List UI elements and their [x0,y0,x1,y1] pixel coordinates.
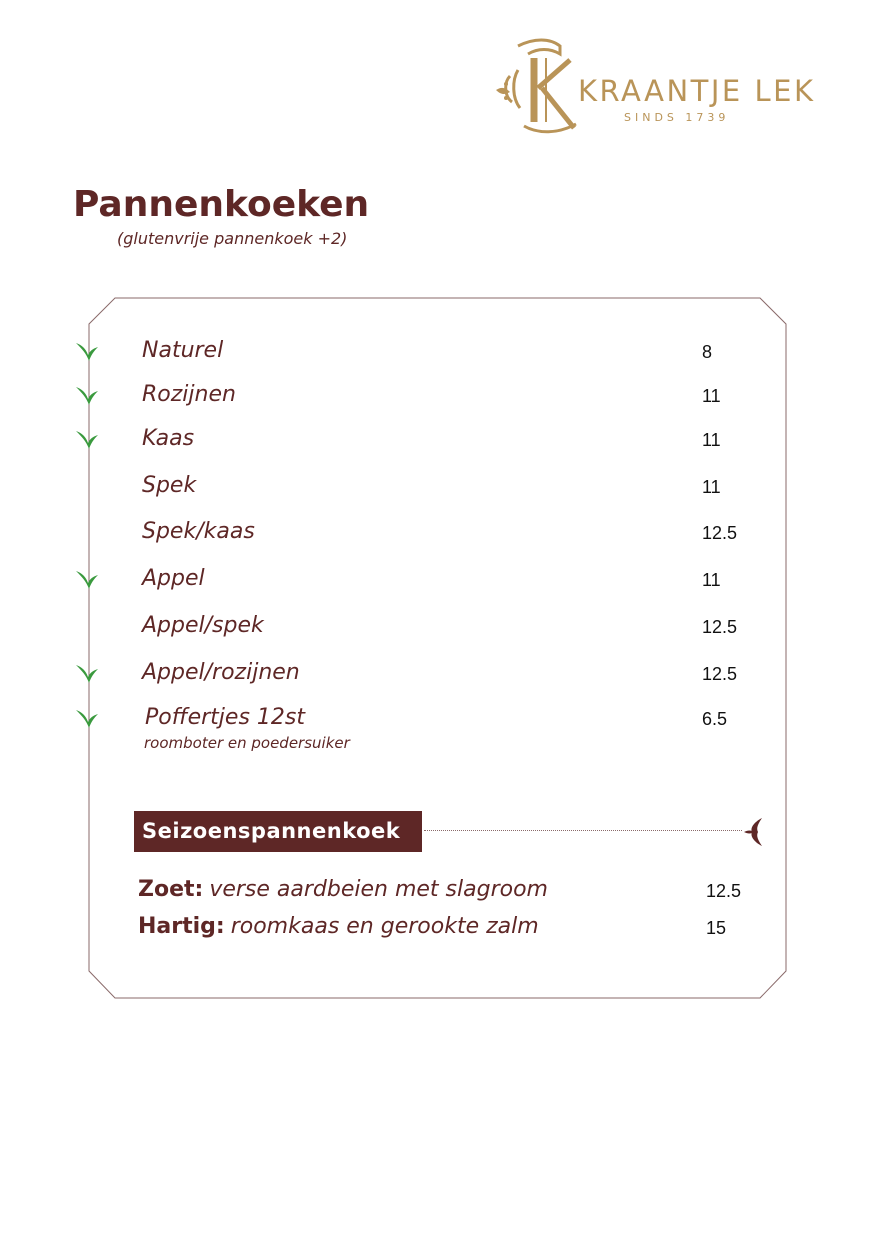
seasonal-item-type: Zoet: [138,877,204,902]
vegetarian-leaf-icon [74,706,100,730]
menu-item [0,562,874,598]
seasonal-item-price: 12.5 [706,881,742,901]
menu-item-name: Appel/spek [142,613,264,638]
menu-item-description: roomboter en poedersuiker [144,734,350,752]
seasonal-item-label [138,877,548,902]
vegetarian-leaf-icon [74,427,100,451]
menu-item [0,378,874,414]
vegetarian-leaf-icon [74,383,100,407]
menu-item-name: Appel/rozijnen [142,660,300,685]
menu-item-price: 11 [702,477,721,497]
seasonal-item [0,875,874,909]
seasonal-item-text: roomkaas en gerookte zalm [230,914,539,939]
menu-item-name: Naturel [142,338,224,363]
menu-item-price: 11 [702,386,721,406]
menu-item-price: 12.5 [702,523,738,543]
menu-item-name: Rozijnen [142,382,236,407]
seasonal-item [0,912,874,946]
vegetarian-leaf-icon [74,661,100,685]
menu-item-name: Kaas [142,426,195,451]
seasonal-item-label [138,914,539,939]
seasonal-divider [424,830,742,831]
menu-item [0,701,874,752]
menu-item [0,469,874,505]
menu-item-price: 12.5 [702,664,738,684]
brand-logo [494,36,816,136]
menu-item [0,422,874,458]
brand-tagline: SINDS 1739 [624,111,730,124]
menu-item-price: 12.5 [702,617,738,637]
menu-item-price: 8 [702,342,713,362]
menu-item-price: 6.5 [702,709,728,729]
seasonal-item-type: Hartig: [138,914,225,939]
menu-item [0,609,874,645]
ornament-icon [742,816,766,848]
seasonal-heading: Seizoenspannenkoek [134,811,422,852]
menu-item [0,334,874,370]
menu-item-name: Spek [142,473,197,498]
menu-item [0,515,874,551]
menu-item-price: 11 [702,570,721,590]
menu-item-price: 11 [702,430,721,450]
menu-item [0,656,874,692]
page-title: Pannenkoeken [73,184,370,225]
vegetarian-leaf-icon [74,567,100,591]
menu-item-name: Appel [142,566,205,591]
brand-name: KRAANTJE LEK [578,74,816,108]
seasonal-item-price: 15 [706,918,727,938]
page-subtitle: (glutenvrije pannenkoek +2) [117,229,348,248]
vegetarian-leaf-icon [74,339,100,363]
seasonal-item-text: verse aardbeien met slagroom [209,877,548,902]
menu-item-name: Spek/kaas [142,519,255,544]
menu-item-name: Poffertjes 12st [145,705,305,730]
